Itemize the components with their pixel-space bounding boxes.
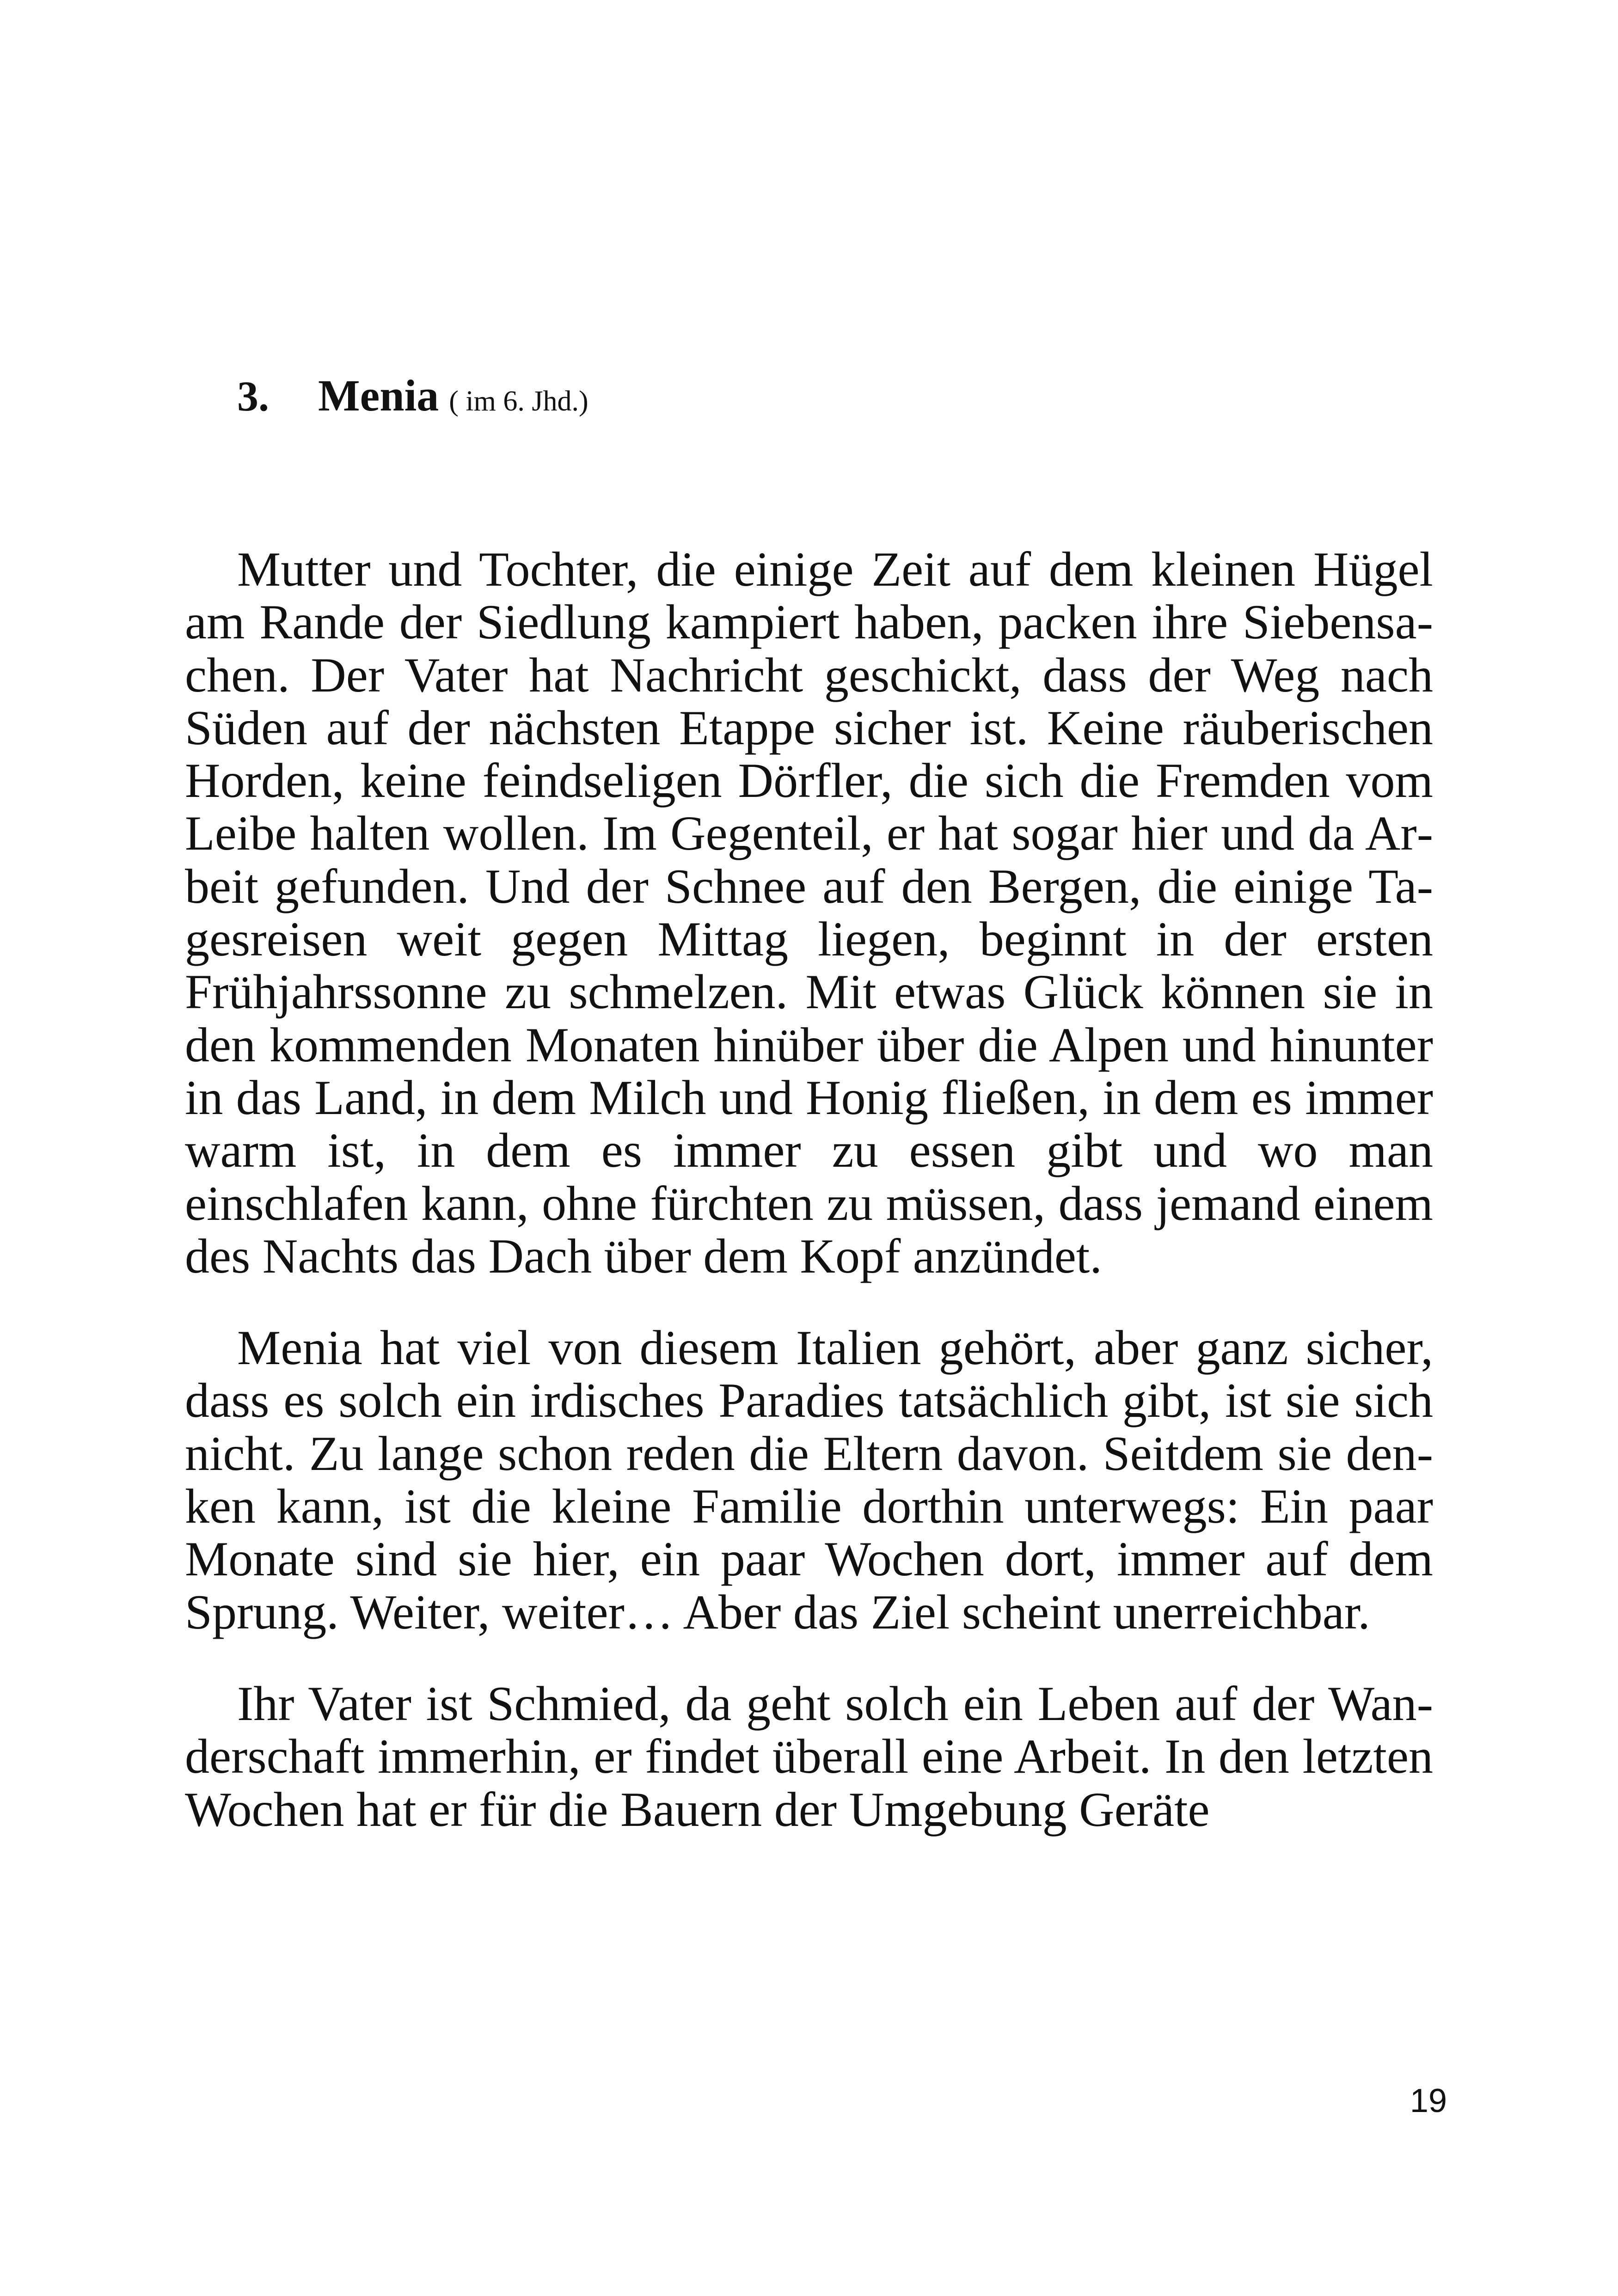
page-number: 19 bbox=[1410, 2082, 1447, 2119]
paragraph: Mutter und Tochter, die einige Zeit auf dem kleinen Hügel am Rande der Siedlung kampiert haben, packen ihre Siebensachen. Der Vater hat Nachricht geschickt, dass der Weg nach Süden auf der nächsten Etappe sicher ist. Keine räuberischen Horden, keine feindseligen Dörfler, die sich die Fremden vom Leibe halten wollen. Im Gegenteil, er hat sogar hier und da Arbeit gefunden. Und der Schnee auf den Bergen, die einige Tagesreisen weit gegen Mittag liegen, beginnt in der ersten Frühjahrssonne zu schmelzen. Mit etwas Glück können sie in den kommenden Monaten hinüber über die Alpen und hinunter in das Land, in dem Milch und Honig fließen, in dem es immer warm ist, in dem es immer zu essen gibt und wo man einschlafen kann, ohne fürchten zu müssen, dass jemand einem des Nachts das Dach über dem Kopf anzündet. bbox=[185, 542, 1433, 1283]
chapter-heading bbox=[237, 370, 588, 435]
chapter-number: 3. bbox=[237, 373, 269, 420]
chapter-title: Menia bbox=[318, 371, 439, 420]
body-text bbox=[185, 543, 1433, 1875]
paragraph: Menia hat viel von diesem Italien gehört, aber ganz sicher, dass es solch ein irdisches Paradies tatsächlich gibt, ist sie sich nicht. Zu lange schon reden die Eltern davon. Seitdem sie denken kann, ist die kleine Familie dorthin unterwegs: Ein paar Monate sind sie hier, ein paar Wochen dort, immer auf dem Sprung. Weiter, weiter… Aber das Ziel scheint unerreichbar. bbox=[185, 1321, 1433, 1639]
chapter-subtitle: ( im 6. Jhd.) bbox=[449, 386, 588, 417]
paragraph: Ihr Vater ist Schmied, da geht solch ein Leben auf der Wanderschaft immerhin, er findet überall eine Arbeit. In den letzten Wochen hat er für die Bauern der Umgebung Geräte bbox=[185, 1676, 1433, 1837]
